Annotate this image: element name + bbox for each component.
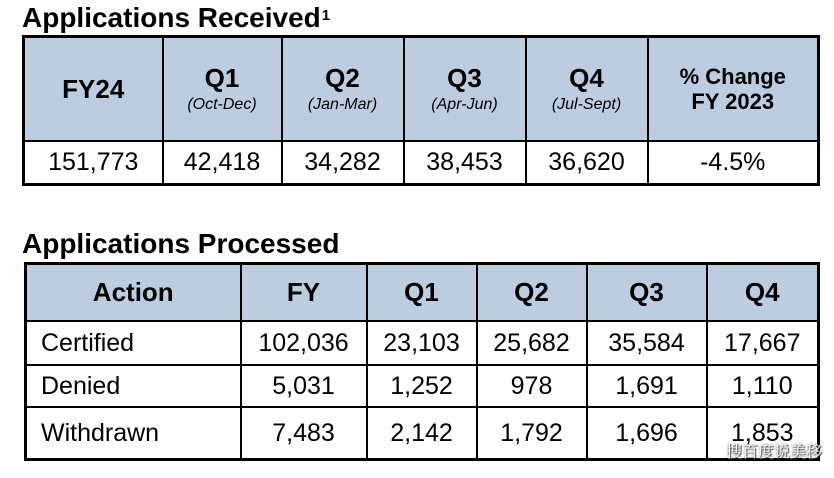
header-q2: Q2 (Jan-Mar) bbox=[282, 37, 404, 142]
cell-q3: 1,696 bbox=[587, 407, 707, 460]
value-q4: 36,620 bbox=[526, 141, 648, 185]
header-q3: Q3 bbox=[587, 264, 707, 322]
header-q4-range: (Jul-Sept) bbox=[551, 96, 622, 113]
cell-fy: 102,036 bbox=[241, 321, 367, 365]
header-q1: Q1 bbox=[367, 264, 477, 322]
applications-processed-table bbox=[24, 262, 820, 461]
table-row bbox=[26, 321, 819, 365]
cell-q1: 23,103 bbox=[367, 321, 477, 365]
cell-q1: 1,252 bbox=[367, 365, 477, 407]
header-q2: Q2 bbox=[477, 264, 587, 322]
header-q3-range: (Apr-Jun) bbox=[431, 96, 498, 113]
header-q4: Q4 bbox=[707, 264, 819, 322]
cell-q3: 35,584 bbox=[587, 321, 707, 365]
row-label: Certified bbox=[26, 321, 241, 365]
cell-q4: 1,110 bbox=[707, 365, 819, 407]
header-q1: Q1 (Oct-Dec) bbox=[163, 37, 282, 142]
cell-q4: 17,667 bbox=[707, 321, 819, 365]
applications-processed-title: Applications Processed bbox=[22, 228, 340, 259]
processed-header-row bbox=[26, 264, 819, 322]
header-fy: FY bbox=[241, 264, 367, 322]
cell-q2: 978 bbox=[477, 365, 587, 407]
received-values-row bbox=[24, 141, 819, 185]
cell-q3: 1,691 bbox=[587, 365, 707, 407]
header-q4: Q4 (Jul-Sept) bbox=[526, 37, 648, 142]
row-label: Withdrawn bbox=[26, 407, 241, 460]
header-q3: Q3 (Apr-Jun) bbox=[404, 37, 526, 142]
applications-received-title-text: Applications Received bbox=[22, 2, 321, 33]
applications-received-title bbox=[22, 1, 330, 35]
row-label: Denied bbox=[26, 365, 241, 407]
header-pct-change-year: FY 2023 bbox=[691, 89, 775, 114]
value-fy24: 151,773 bbox=[24, 141, 163, 185]
cell-q2: 1,792 bbox=[477, 407, 587, 460]
header-fy24: FY24 bbox=[24, 37, 163, 142]
cell-q1: 2,142 bbox=[367, 407, 477, 460]
header-action: Action bbox=[26, 264, 241, 322]
received-header-row bbox=[24, 37, 819, 142]
watermark: 搜百度说美移 bbox=[725, 442, 822, 461]
header-pct-change: % Change FY 2023 bbox=[648, 37, 819, 142]
footnote-marker: 1 bbox=[321, 7, 331, 24]
value-q3: 38,453 bbox=[404, 141, 526, 185]
table-row bbox=[26, 407, 819, 460]
header-q1-range: (Oct-Dec) bbox=[187, 96, 257, 113]
value-q2: 34,282 bbox=[282, 141, 404, 185]
value-pct-change: -4.5% bbox=[648, 141, 819, 185]
value-q1: 42,418 bbox=[163, 141, 282, 185]
cell-q2: 25,682 bbox=[477, 321, 587, 365]
table-row bbox=[26, 365, 819, 407]
header-q2-range: (Jan-Mar) bbox=[307, 96, 378, 113]
cell-q4: 1,853 bbox=[707, 407, 819, 460]
applications-received-table bbox=[22, 35, 820, 186]
cell-fy: 7,483 bbox=[241, 407, 367, 460]
cell-fy: 5,031 bbox=[241, 365, 367, 407]
